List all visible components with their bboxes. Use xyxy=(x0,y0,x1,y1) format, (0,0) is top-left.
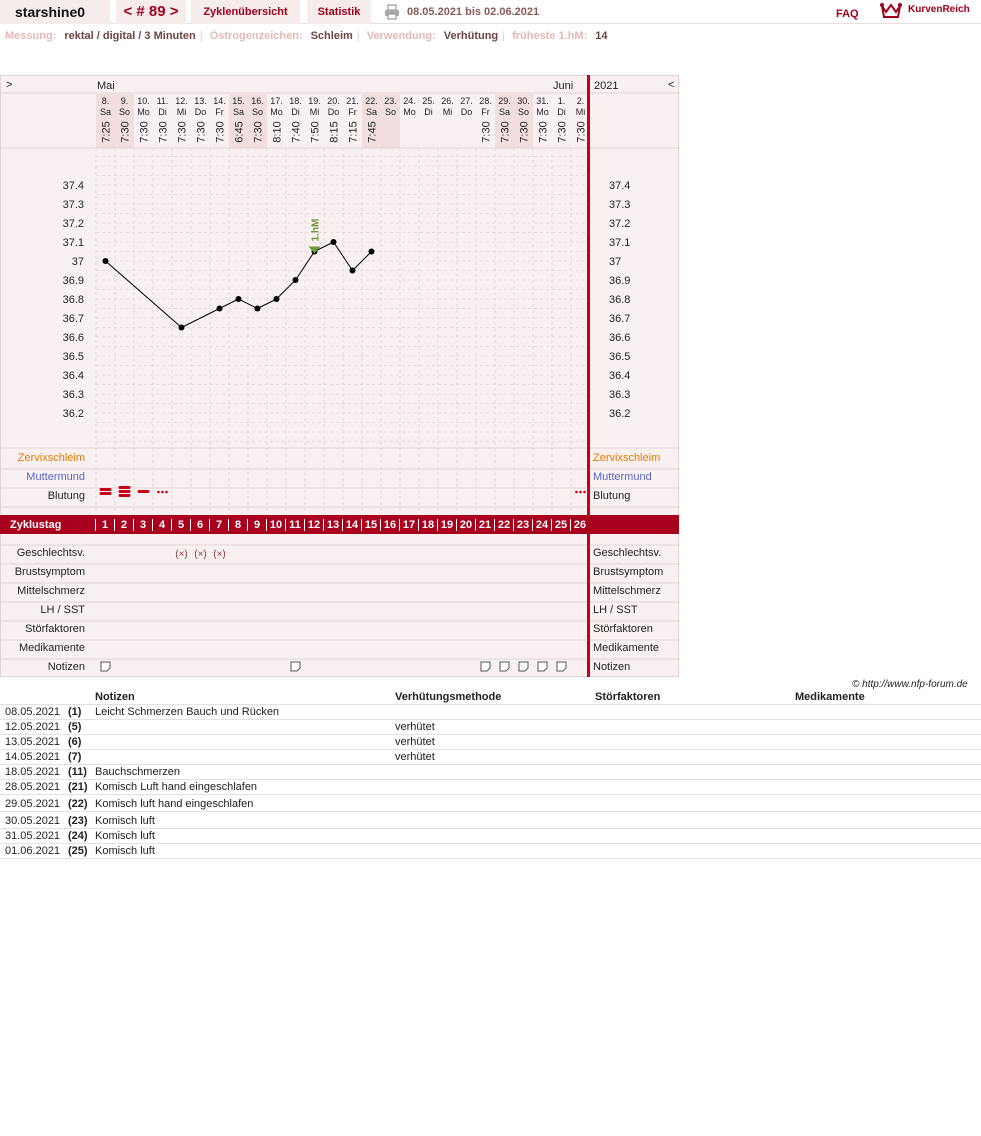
weekday: Sa xyxy=(232,107,245,117)
chart-end-marker xyxy=(587,75,590,677)
measure-time: 7:30 xyxy=(252,121,265,143)
measure-time: 7:30 xyxy=(575,121,588,143)
notes-day: (24) xyxy=(68,830,88,842)
temp-point xyxy=(103,258,109,264)
weekday: Do xyxy=(460,107,473,117)
chart-svg xyxy=(1,76,680,678)
y-tick-left: 36.4 xyxy=(62,370,84,382)
zervix-label: Zervixschleim xyxy=(17,452,85,464)
muttermund-label: Muttermund xyxy=(26,471,85,483)
weekday: Do xyxy=(327,107,340,117)
temp-point xyxy=(293,277,299,283)
y-tick-right: 37.1 xyxy=(609,237,631,249)
crown-logo-icon[interactable] xyxy=(880,2,902,20)
measure-time: 7:30 xyxy=(119,121,132,143)
year-label: 2021 xyxy=(594,80,619,92)
zyklustag-label: Zyklustag xyxy=(10,519,62,531)
notes-day: (25) xyxy=(68,845,88,857)
notes-note: Komisch Luft hand eingeschlafen xyxy=(95,781,258,793)
stoer-label-right: Störfaktoren xyxy=(593,623,653,635)
weekday: So xyxy=(517,107,530,117)
y-tick-left: 37.4 xyxy=(62,180,84,192)
hm-label: 1.hM xyxy=(310,218,322,242)
cycle-day: 5 xyxy=(171,519,190,531)
cycle-day: 3 xyxy=(133,519,152,531)
cycle-day: 24 xyxy=(532,519,551,531)
weekday: Sa xyxy=(498,107,511,117)
weekday: Mo xyxy=(137,107,150,117)
oestrogen-value: Schleim xyxy=(310,30,353,42)
measure-time: 8:15 xyxy=(328,121,341,143)
day-number: 21. xyxy=(346,96,359,106)
verwendung-value: Verhütung xyxy=(443,30,499,42)
notizen-label: Notizen xyxy=(47,661,85,673)
measurement-info: Messung: rektal / digital / 3 Minuten | Östrogenzeichen: Schleim | Verwendung: Verhütung | früheste 1.hM: 14 xyxy=(5,30,608,42)
temp-point xyxy=(236,296,242,302)
measure-time: 7:25 xyxy=(100,121,113,143)
notes-date: 13.05.2021 xyxy=(5,736,61,748)
notes-note: Komisch luft xyxy=(95,830,155,842)
verwendung-label: Verwendung: xyxy=(366,30,436,42)
sex-mark: (×) xyxy=(194,549,207,560)
top-toolbar xyxy=(0,0,981,24)
notes-date: 12.05.2021 xyxy=(5,721,61,733)
cycle-day: 21 xyxy=(475,519,494,531)
weekday: So xyxy=(251,107,264,117)
weekday: Di xyxy=(424,107,433,117)
note-icon xyxy=(291,662,300,671)
notes-header-medi: Medikamente xyxy=(795,691,865,703)
spotting-icon xyxy=(575,491,578,494)
note-icon xyxy=(538,662,547,671)
day-number: 28. xyxy=(479,96,492,106)
weekday: Sa xyxy=(99,107,112,117)
gv-label-right: Geschlechtsv. xyxy=(593,547,662,559)
day-number: 1. xyxy=(557,96,566,106)
weekday: Fr xyxy=(481,107,490,117)
cycle-day: 15 xyxy=(361,519,380,531)
temp-point xyxy=(369,249,375,255)
day-number: 19. xyxy=(308,96,321,106)
bleeding-icon xyxy=(119,490,131,493)
day-number: 12. xyxy=(175,96,188,106)
mittel-label: Mittelschmerz xyxy=(17,585,85,597)
day-number: 23. xyxy=(384,96,397,106)
measure-time: 7:30 xyxy=(518,121,531,143)
measure-time: 7:30 xyxy=(195,121,208,143)
cycle-day: 18 xyxy=(418,519,437,531)
notes-note: Bauchschmerzen xyxy=(95,766,180,778)
notes-row xyxy=(0,814,981,829)
notes-day: (7) xyxy=(68,751,82,763)
nav-left-arrow: > xyxy=(6,79,13,91)
brust-label-right: Brustsymptom xyxy=(593,566,664,578)
zyklustag-bar xyxy=(0,515,679,534)
notes-date: 01.06.2021 xyxy=(5,845,61,857)
weekday: Mo xyxy=(403,107,416,117)
cycle-day: 4 xyxy=(152,519,171,531)
fruehste-value: 14 xyxy=(595,30,608,42)
notes-header-notizen: Notizen xyxy=(95,691,135,703)
weekday: Sa xyxy=(365,107,378,117)
day-number: 30. xyxy=(517,96,530,106)
notes-row xyxy=(0,797,981,812)
y-tick-left: 36.6 xyxy=(62,332,84,344)
notes-date: 28.05.2021 xyxy=(5,781,61,793)
notes-row xyxy=(0,780,981,795)
note-icon xyxy=(519,662,528,671)
day-number: 31. xyxy=(536,96,549,106)
measure-time: 7:30 xyxy=(480,121,493,143)
day-number: 18. xyxy=(289,96,302,106)
y-tick-left: 36.3 xyxy=(62,389,84,401)
spotting-icon xyxy=(583,491,586,494)
notes-method: verhütet xyxy=(395,751,435,763)
cycle-day: 2 xyxy=(114,519,133,531)
notes-day: (6) xyxy=(68,736,82,748)
notes-day: (21) xyxy=(68,781,88,793)
measure-time: 7:30 xyxy=(176,121,189,143)
gv-label: Geschlechtsv. xyxy=(16,547,85,559)
day-number: 14. xyxy=(213,96,226,106)
measure-time: 7:30 xyxy=(537,121,550,143)
y-tick-right: 36.3 xyxy=(609,389,631,401)
temp-point xyxy=(274,296,280,302)
measure-time: 7:40 xyxy=(290,121,303,143)
temp-point xyxy=(350,268,356,274)
weekday: Mo xyxy=(536,107,549,117)
notes-row xyxy=(0,829,981,844)
weekday: Di xyxy=(291,107,300,117)
measure-time: 8:10 xyxy=(271,121,284,143)
y-tick-left: 36.7 xyxy=(62,313,84,325)
notes-date: 14.05.2021 xyxy=(5,751,61,763)
notes-day: (11) xyxy=(68,766,87,778)
notes-date: 18.05.2021 xyxy=(5,766,61,778)
notes-date: 31.05.2021 xyxy=(5,830,61,842)
bleeding-icon xyxy=(138,490,150,493)
note-icon xyxy=(557,662,566,671)
notes-date: 29.05.2021 xyxy=(5,798,61,810)
day-number: 29. xyxy=(498,96,511,106)
y-tick-right: 36.9 xyxy=(609,275,631,287)
messung-value: rektal / digital / 3 Minuten xyxy=(64,30,196,42)
notes-row xyxy=(0,750,981,765)
notes-header-method: Verhütungsmethode xyxy=(395,691,502,703)
cycle-day: 22 xyxy=(494,519,513,531)
notes-method: verhütet xyxy=(395,721,435,733)
copyright: © http://www.nfp-forum.de xyxy=(852,679,968,690)
fruehste-label: früheste 1.hM: xyxy=(512,30,588,42)
cycle-day: 25 xyxy=(551,519,570,531)
y-tick-left: 36.9 xyxy=(62,275,84,287)
brand-name[interactable]: KurvenReich xyxy=(908,4,970,15)
bleeding-icon xyxy=(119,486,131,489)
y-tick-left: 36.2 xyxy=(62,408,84,420)
medi-label: Medikamente xyxy=(18,642,85,654)
cycle-day: 19 xyxy=(437,519,456,531)
spotting-icon xyxy=(579,491,582,494)
mittel-label-right: Mittelschmerz xyxy=(593,585,661,597)
cycle-day: 12 xyxy=(304,519,323,531)
y-tick-left: 37 xyxy=(71,256,84,268)
day-number: 13. xyxy=(194,96,207,106)
measure-time: 7:45 xyxy=(366,121,379,143)
bleeding-icon xyxy=(119,494,131,497)
day-number: 17. xyxy=(270,96,283,106)
y-tick-left: 37.1 xyxy=(62,237,84,249)
day-number: 11. xyxy=(156,96,169,106)
month-label-june: Juni xyxy=(553,80,574,92)
y-tick-right: 36.4 xyxy=(609,370,631,382)
spotting-icon xyxy=(165,491,168,494)
weekday: Di xyxy=(557,107,566,117)
cycle-navigator[interactable]: < # 89 > xyxy=(116,0,186,24)
weekday: Do xyxy=(194,107,207,117)
notes-header-stoer: Störfaktoren xyxy=(595,691,661,703)
muttermund-label-right: Muttermund xyxy=(593,471,652,483)
lh-label-right: LH / SST xyxy=(593,604,638,616)
measure-time: 7:30 xyxy=(138,121,151,143)
cycle-day: 13 xyxy=(323,519,342,531)
bleeding-icon xyxy=(100,488,112,491)
measure-time: 7:15 xyxy=(347,121,360,143)
blutung-label: Blutung xyxy=(47,490,85,502)
measure-time: 7:30 xyxy=(499,121,512,143)
cycle-day: 6 xyxy=(190,519,209,531)
notes-note: Komisch luft xyxy=(95,845,155,857)
notes-row xyxy=(0,705,981,720)
day-number: 27. xyxy=(460,96,473,106)
day-number: 8. xyxy=(101,96,110,106)
sex-mark: (×) xyxy=(213,549,226,560)
note-icon xyxy=(481,662,490,671)
brust-label: Brustsymptom xyxy=(14,566,85,578)
cycle-day: 11 xyxy=(285,519,304,531)
y-tick-right: 37.2 xyxy=(609,218,631,230)
cycle-day: 14 xyxy=(342,519,361,531)
username[interactable]: starshine0 xyxy=(0,0,110,24)
cycle-day: 17 xyxy=(399,519,418,531)
day-number: 20. xyxy=(327,96,340,106)
cycle-day: 26 xyxy=(570,519,589,531)
day-number: 22. xyxy=(365,96,378,106)
measure-time: 7:30 xyxy=(157,121,170,143)
cycle-day: 1 xyxy=(95,519,114,531)
notes-day: (23) xyxy=(68,815,88,827)
day-number: 16. xyxy=(251,96,264,106)
weekday: Mi xyxy=(309,107,320,117)
measure-time: 6:45 xyxy=(233,121,246,143)
medi-label-right: Medikamente xyxy=(593,642,660,654)
y-tick-right: 37.3 xyxy=(609,199,631,211)
day-number: 24. xyxy=(403,96,416,106)
note-icon xyxy=(500,662,509,671)
spotting-icon xyxy=(161,491,164,494)
y-tick-left: 36.8 xyxy=(62,294,84,306)
day-number: 25. xyxy=(422,96,435,106)
notes-day: (5) xyxy=(68,721,82,733)
notes-note: Komisch luft xyxy=(95,815,155,827)
cycle-day: 10 xyxy=(266,519,285,531)
nav-right-arrow: < xyxy=(668,79,675,91)
notes-day: (22) xyxy=(68,798,88,810)
weekday: Fr xyxy=(348,107,357,117)
cycle-day: 7 xyxy=(209,519,228,531)
y-tick-right: 37.4 xyxy=(609,180,631,192)
temp-point xyxy=(331,239,337,245)
weekday: So xyxy=(384,107,397,117)
temp-point xyxy=(217,306,223,312)
notizen-label-right: Notizen xyxy=(593,661,631,673)
cycle-day: 20 xyxy=(456,519,475,531)
y-tick-right: 36.7 xyxy=(609,313,631,325)
cycle-day: 8 xyxy=(228,519,247,531)
notes-row xyxy=(0,844,981,859)
y-tick-right: 36.6 xyxy=(609,332,631,344)
notes-row xyxy=(0,735,981,750)
weekday: Di xyxy=(158,107,167,117)
notes-method: verhütet xyxy=(395,736,435,748)
notes-date: 30.05.2021 xyxy=(5,815,61,827)
temp-point xyxy=(179,325,185,331)
y-tick-left: 36.5 xyxy=(62,351,84,363)
faq-link[interactable]: FAQ xyxy=(836,8,859,20)
y-tick-right: 36.5 xyxy=(609,351,631,363)
cycle-day: 16 xyxy=(380,519,399,531)
day-number: 2. xyxy=(576,96,585,106)
measure-time: 7:50 xyxy=(309,121,322,143)
weekday: Mi xyxy=(442,107,453,117)
statistics-button[interactable]: Statistik xyxy=(307,0,371,24)
day-number: 15. xyxy=(232,96,245,106)
cycle-chart xyxy=(0,75,679,677)
notes-note: Komisch luft hand eingeschlafen xyxy=(95,798,254,810)
y-tick-left: 37.3 xyxy=(62,199,84,211)
notes-note: Leicht Schmerzen Bauch und Rücken xyxy=(95,706,280,718)
y-tick-right: 36.2 xyxy=(609,408,631,420)
messung-label: Messung: xyxy=(5,30,57,42)
day-number: 9. xyxy=(120,96,129,106)
weekday: Mo xyxy=(270,107,283,117)
y-tick-left: 37.2 xyxy=(62,218,84,230)
measure-time: 7:30 xyxy=(556,121,569,143)
cycle-day: 9 xyxy=(247,519,266,531)
y-tick-right: 36.8 xyxy=(609,294,631,306)
weekday: Fr xyxy=(215,107,224,117)
printer-icon[interactable] xyxy=(384,4,400,20)
notes-day: (1) xyxy=(68,706,82,718)
lh-label: LH / SST xyxy=(40,604,85,616)
blutung-label-right: Blutung xyxy=(593,490,631,502)
notes-date: 08.05.2021 xyxy=(5,706,61,718)
month-label-may: Mai xyxy=(97,80,115,92)
bleeding-icon xyxy=(100,492,112,495)
stoer-label: Störfaktoren xyxy=(25,623,85,635)
notes-row xyxy=(0,765,981,780)
notes-row xyxy=(0,720,981,735)
spotting-icon xyxy=(157,491,160,494)
note-icon xyxy=(101,662,110,671)
cycle-day: 23 xyxy=(513,519,532,531)
temp-point xyxy=(255,306,261,312)
measure-time: 7:30 xyxy=(214,121,227,143)
day-number: 26. xyxy=(441,96,454,106)
weekday: Mi xyxy=(176,107,187,117)
cycle-overview-button[interactable]: Zyklenübersicht xyxy=(191,0,300,24)
weekday: Mi xyxy=(575,107,586,117)
date-range: 08.05.2021 bis 02.06.2021 xyxy=(407,6,540,18)
weekday: So xyxy=(118,107,131,117)
zervix-label-right: Zervixschleim xyxy=(593,452,661,464)
oestrogen-label: Östrogenzeichen: xyxy=(209,30,303,42)
sex-mark: (×) xyxy=(175,549,188,560)
y-tick-right: 37 xyxy=(609,256,622,268)
day-number: 10. xyxy=(137,96,150,106)
